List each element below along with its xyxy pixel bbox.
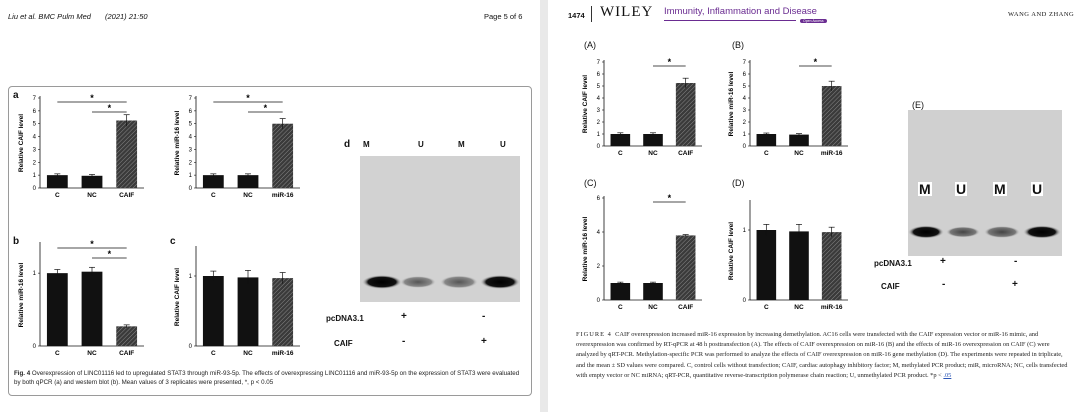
chart-svg [174, 240, 306, 362]
chart-svg [582, 193, 708, 316]
x-tick-label: C [210, 192, 216, 199]
bar [789, 135, 809, 146]
left-gel-row-pcdna: pcDNA3.1 [326, 314, 364, 323]
bar [676, 83, 696, 146]
bar [116, 121, 137, 189]
chart-right-B [728, 57, 854, 162]
x-tick-label: NC [648, 304, 658, 311]
left-header-page: Page 5 of 6 [484, 12, 523, 21]
y-tick-label: 2 [596, 120, 600, 126]
bar [757, 134, 777, 146]
left-gel-svg [360, 156, 520, 302]
x-tick-label: CAIF [678, 150, 694, 157]
chart-left-a-caif [18, 93, 150, 204]
journal-rule [664, 20, 796, 21]
bar [643, 134, 663, 146]
gel-sign: + [940, 256, 946, 267]
chart-left-b [18, 239, 150, 362]
y-tick-label: 3 [742, 108, 746, 114]
y-tick-label: 1 [188, 173, 192, 180]
y-tick-label: 0 [742, 298, 746, 304]
y-tick-label: 0 [188, 344, 192, 350]
chart-svg [18, 93, 150, 204]
gel-sign: - [402, 336, 406, 347]
y-tick-label: 4 [742, 96, 746, 102]
sig-star: * [263, 103, 268, 113]
gel-lane-label: M [919, 181, 931, 197]
gel-sign: + [1012, 279, 1018, 290]
caption-link[interactable]: .05 [943, 371, 952, 379]
y-tick-label: 2 [32, 160, 36, 167]
y-tick-label: 5 [32, 121, 36, 128]
x-tick-label: C [617, 150, 623, 157]
publisher-logo: WILEY [600, 4, 654, 20]
x-tick-label: NC [243, 192, 253, 199]
chart-right-A [582, 57, 708, 162]
panel-label-B: (B) [732, 40, 744, 50]
right-figure-caption [576, 330, 1072, 381]
y-tick-label: 6 [32, 108, 36, 115]
gel-sign: + [401, 311, 407, 322]
panel-label-d: d [344, 139, 351, 150]
y-tick-label: 6 [188, 108, 192, 115]
y-tick-label: 1 [32, 271, 36, 278]
gel-band [908, 226, 944, 239]
left-gel-row-caif: CAIF [334, 339, 353, 348]
sig-star: * [246, 93, 250, 103]
y-tick-label: 6 [742, 72, 746, 78]
y-tick-label: 6 [596, 72, 600, 78]
x-tick-label: C [210, 350, 216, 357]
x-tick-label: CAIF [678, 304, 694, 311]
bar [82, 176, 103, 188]
bar [757, 230, 777, 300]
y-tick-label: 1 [742, 228, 746, 234]
gel-lane-label: U [956, 181, 967, 197]
panel-label-E: (E) [912, 100, 924, 110]
y-tick-label: 5 [596, 84, 600, 90]
y-tick-label: 2 [188, 160, 192, 167]
chart-svg [582, 57, 708, 162]
y-tick-label: 2 [596, 264, 600, 270]
header-divider [591, 6, 592, 22]
y-tick-label: 0 [188, 186, 192, 192]
y-tick-label: 1 [742, 132, 746, 138]
y-tick-label: 4 [32, 134, 36, 141]
y-tick-label: 1 [32, 173, 36, 180]
y-tick-label: 7 [742, 60, 746, 66]
y-tick-label: 7 [596, 60, 600, 66]
y-tick-label: 3 [596, 108, 600, 114]
bar [676, 235, 696, 300]
y-tick-label: 0 [596, 298, 600, 304]
gel-lane-label: U [1032, 181, 1043, 197]
bar [238, 277, 259, 346]
caption-label: Fig. 4 [14, 370, 31, 377]
x-tick-label: C [763, 150, 769, 157]
gel-band [362, 275, 402, 289]
x-tick-label: C [763, 304, 769, 311]
sig-star: * [90, 239, 94, 249]
y-tick-label: 3 [32, 147, 36, 154]
x-tick-label: CAIF [119, 350, 135, 357]
y-axis-label: Relative CAIF level [18, 113, 25, 173]
left-header-journal: Liu et al. BMC Pulm Med [8, 12, 91, 21]
y-tick-label: 7 [32, 96, 36, 102]
right-gel-row-pcdna: pcDNA3.1 [874, 259, 912, 268]
caption-text: Overexpression of LINC01116 led to upregulated STAT3 through miR-93-5p. The effects of overexpressing LINC01116 and miR-93-5p on the expression of STAT3 were evaluated by both qPCR (a) and western blot (b). Mean values of 3 replicates were presented, *, p < 0.05 [14, 370, 520, 386]
sig-star: * [107, 249, 112, 259]
y-tick-label: 4 [188, 134, 192, 141]
bar [789, 231, 809, 300]
right-page [548, 0, 1080, 412]
chart-left-c [174, 240, 306, 362]
gel-sign: - [942, 279, 946, 290]
journal-title: Immunity, Inflammation and Disease [664, 6, 817, 17]
y-axis-label: Relative miR-16 level [582, 216, 589, 282]
chart-left-a-mir16 [174, 93, 306, 204]
panel-label-C: (C) [584, 178, 597, 188]
y-axis-label: Relative CAIF level [174, 267, 181, 327]
y-axis-label: Relative miR-16 level [18, 262, 25, 328]
y-tick-label: 0 [32, 344, 36, 350]
bar [116, 326, 137, 346]
x-tick-label: CAIF [119, 192, 135, 199]
sig-star: * [667, 57, 672, 67]
bar [47, 175, 68, 188]
gel-sign: + [481, 336, 487, 347]
x-tick-label: C [617, 304, 623, 311]
chart-svg [728, 194, 854, 316]
y-tick-label: 4 [596, 230, 600, 236]
panel-label-a: a [13, 90, 19, 101]
y-tick-label: 6 [596, 196, 600, 202]
x-tick-label: NC [87, 192, 97, 199]
bar [643, 283, 663, 300]
y-axis-label: Relative miR-16 level [728, 71, 735, 137]
gel-lane-label: M [458, 140, 465, 149]
x-tick-label: NC [87, 350, 97, 357]
bar [611, 134, 631, 146]
chart-right-D [728, 194, 854, 316]
gel-band [1023, 226, 1061, 239]
panel-label-A: (A) [584, 40, 596, 50]
x-tick-label: C [54, 192, 60, 199]
panel-label-D: (D) [732, 178, 745, 188]
chart-right-C [582, 193, 708, 316]
sig-star: * [667, 193, 672, 203]
gel-band [480, 275, 520, 289]
bar [203, 175, 224, 188]
y-tick-label: 7 [188, 96, 192, 102]
y-axis-label: Relative CAIF level [728, 221, 735, 281]
x-tick-label: NC [648, 150, 658, 157]
right-gel-row-caif: CAIF [881, 282, 900, 291]
y-axis-label: Relative CAIF level [582, 74, 589, 134]
chart-svg [728, 57, 854, 162]
x-tick-label: C [54, 350, 60, 357]
page-gutter [540, 0, 548, 412]
right-header-authors: WANG AND ZHANG [1008, 11, 1075, 18]
caption-label: FIGURE 4 [576, 331, 612, 338]
y-axis-label: Relative miR-16 level [174, 110, 181, 176]
gel-lane-label: M [994, 181, 1006, 197]
gel-sign: - [1014, 256, 1018, 267]
gel-band [400, 276, 436, 288]
gel-lane-label: M [363, 140, 370, 149]
chart-svg [174, 93, 306, 204]
open-access-badge: Open Access [800, 19, 827, 23]
y-tick-label: 1 [596, 132, 600, 138]
bar [822, 232, 842, 300]
y-tick-label: 5 [742, 84, 746, 90]
y-tick-label: 1 [188, 274, 192, 280]
gel-band [984, 226, 1020, 238]
y-tick-label: 0 [742, 144, 746, 150]
bar [822, 86, 842, 146]
left-gel-image [360, 156, 520, 302]
left-header-year: (2021) 21:50 [105, 12, 148, 21]
gel-band [946, 227, 980, 238]
gel-band [440, 276, 478, 289]
x-tick-label: NC [243, 350, 253, 357]
bar [47, 273, 68, 346]
x-tick-label: miR-16 [271, 350, 294, 357]
bar [238, 175, 259, 188]
y-tick-label: 2 [742, 120, 746, 126]
right-header-page-num: 1474 [568, 11, 585, 20]
y-tick-label: 0 [596, 144, 600, 150]
panel-label-c: c [170, 236, 176, 247]
y-tick-label: 0 [32, 186, 36, 192]
sig-star: * [813, 57, 818, 67]
gel-sign: - [482, 311, 486, 322]
sig-star: * [90, 93, 94, 103]
panel-label-b: b [13, 236, 20, 247]
bar [272, 278, 293, 346]
y-tick-label: 4 [596, 96, 600, 102]
bar [82, 272, 103, 346]
gel-lane-label: U [418, 140, 424, 149]
y-tick-label: 3 [188, 147, 192, 154]
x-tick-label: miR-16 [820, 304, 843, 311]
bar [611, 283, 631, 300]
x-tick-label: NC [794, 150, 804, 157]
left-figure-caption [14, 370, 526, 387]
y-tick-label: 5 [188, 121, 192, 128]
bar [272, 124, 293, 188]
chart-svg [18, 239, 150, 362]
x-tick-label: miR-16 [271, 192, 294, 199]
gel-lane-label: U [500, 140, 506, 149]
x-tick-label: miR-16 [820, 150, 843, 157]
caption-text: CAIF overexpression increased miR-16 expression by increasing demethylation. AC16 cells were transfected with the CAIF expression vector or miR-16 mimic, and overexpression was confirmed by RT-qPCR at 48 h posttransfection (A). The effects of CAIF overexpression on miR-16 (B) and the effects of miR-16 overexpression on CAIF (C) were analyzed by qRT-PCR. Methylation-specific PCR was performed to analyze the effects of CAIF overexpression on miR-16 gene methylation (D). The experiments were repeated in triplicate, and the mean ± SD values were compared. C, control cells without transfection; CAIF, cardiac autophagy inhibitory factor; M, methylated PCR product; miR, microRNA; NC, cells transfected with empty vector or NC miRNA; qRT-PCR, quantitative reverse-transcription polymerase chain reaction; U, unmethylated PCR product. *p < [576, 331, 1068, 379]
x-tick-label: NC [794, 304, 804, 311]
bar [203, 276, 224, 346]
sig-star: * [107, 103, 112, 113]
